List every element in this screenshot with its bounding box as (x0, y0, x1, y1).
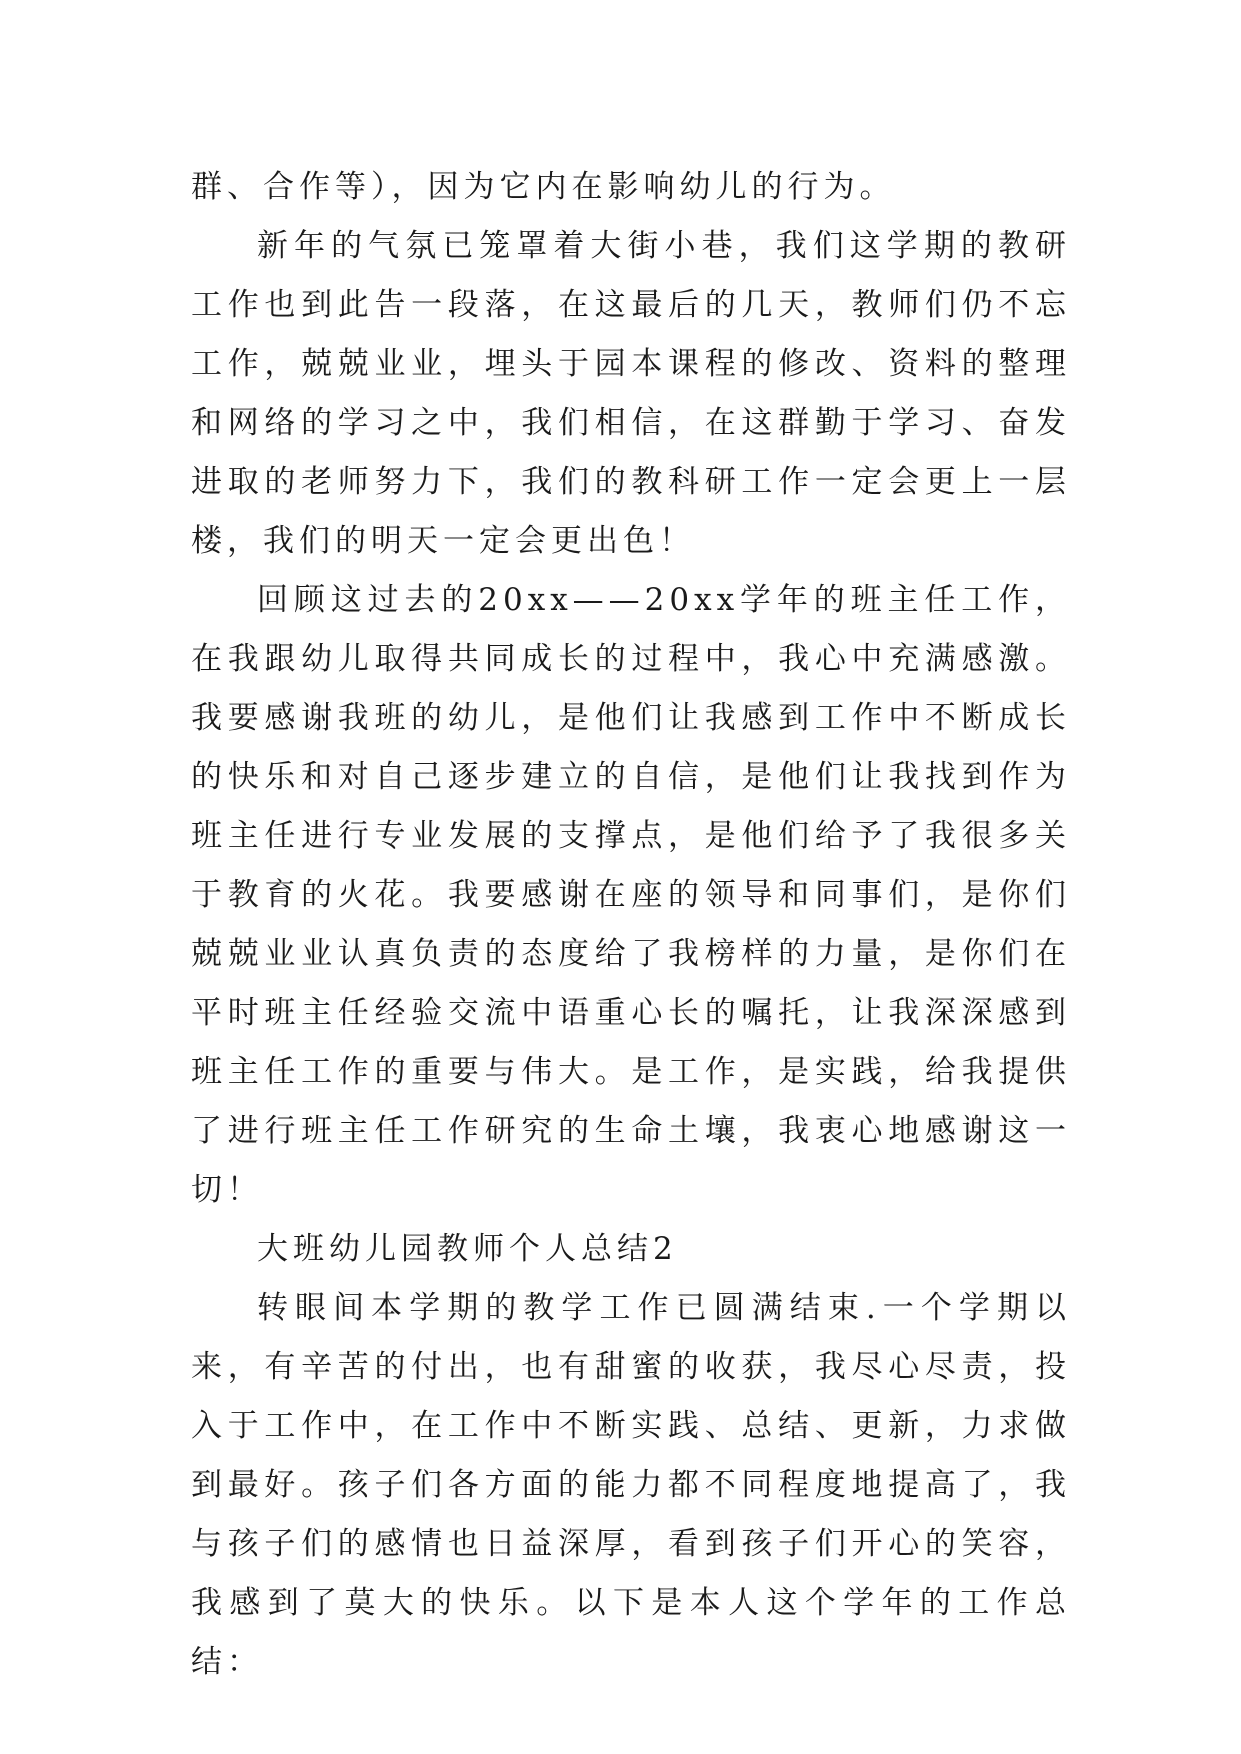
paragraph-new-year-research: 新年的气氛已笼罩着大街小巷，我们这学期的教研工作也到此告一段落，在这最后的几天，教师们仍不忘工作，兢兢业业，埋头于园本课程的修改、资料的整理和网络的学习之中，我们相信，在这群勤于学习、奋发进取的老师努力下，我们的教科研工作一定会更上一层楼，我们的明天一定会更出色！ (191, 228, 1071, 559)
paragraph-continuation: 群、合作等），因为它内在影响幼儿的行为。 (191, 169, 896, 205)
paragraph-class-teacher-review: 回顾这过去的20xx——20xx学年的班主任工作，在我跟幼儿取得共同成长的过程中，我心中充满感激。我要感谢我班的幼儿，是他们让我感到工作中不断成长的快乐和对自己逐步建立的自信，是他们让我找到作为班主任进行专业发展的支撑点，是他们给予了我很多关于教育的火花。我要感谢在座的领导和同事们，是你们兢兢业业认真负责的态度给了我榜样的力量，是你们在平时班主任经验交流中语重心长的嘱托，让我深深感到班主任工作的重要与伟大。是工作，是实践，给我提供了进行班主任工作研究的生命土壤，我衷心地感谢这一切！ (191, 582, 1071, 1208)
section-heading: 大班幼儿园教师个人总结2 (257, 1231, 678, 1267)
paragraph-semester-summary: 转眼间本学期的教学工作已圆满结束.一个学期以来，有辛苦的付出，也有甜蜜的收获，我尽心尽责，投入于工作中，在工作中不断实践、总结、更新，力求做到最好。孩子们各方面的能力都不同程度地提高了，我与孩子们的感情也日益深厚，看到孩子们开心的笑容，我感到了莫大的快乐。以下是本人这个学年的工作总结： (191, 1290, 1071, 1680)
document-body (191, 158, 1071, 1692)
